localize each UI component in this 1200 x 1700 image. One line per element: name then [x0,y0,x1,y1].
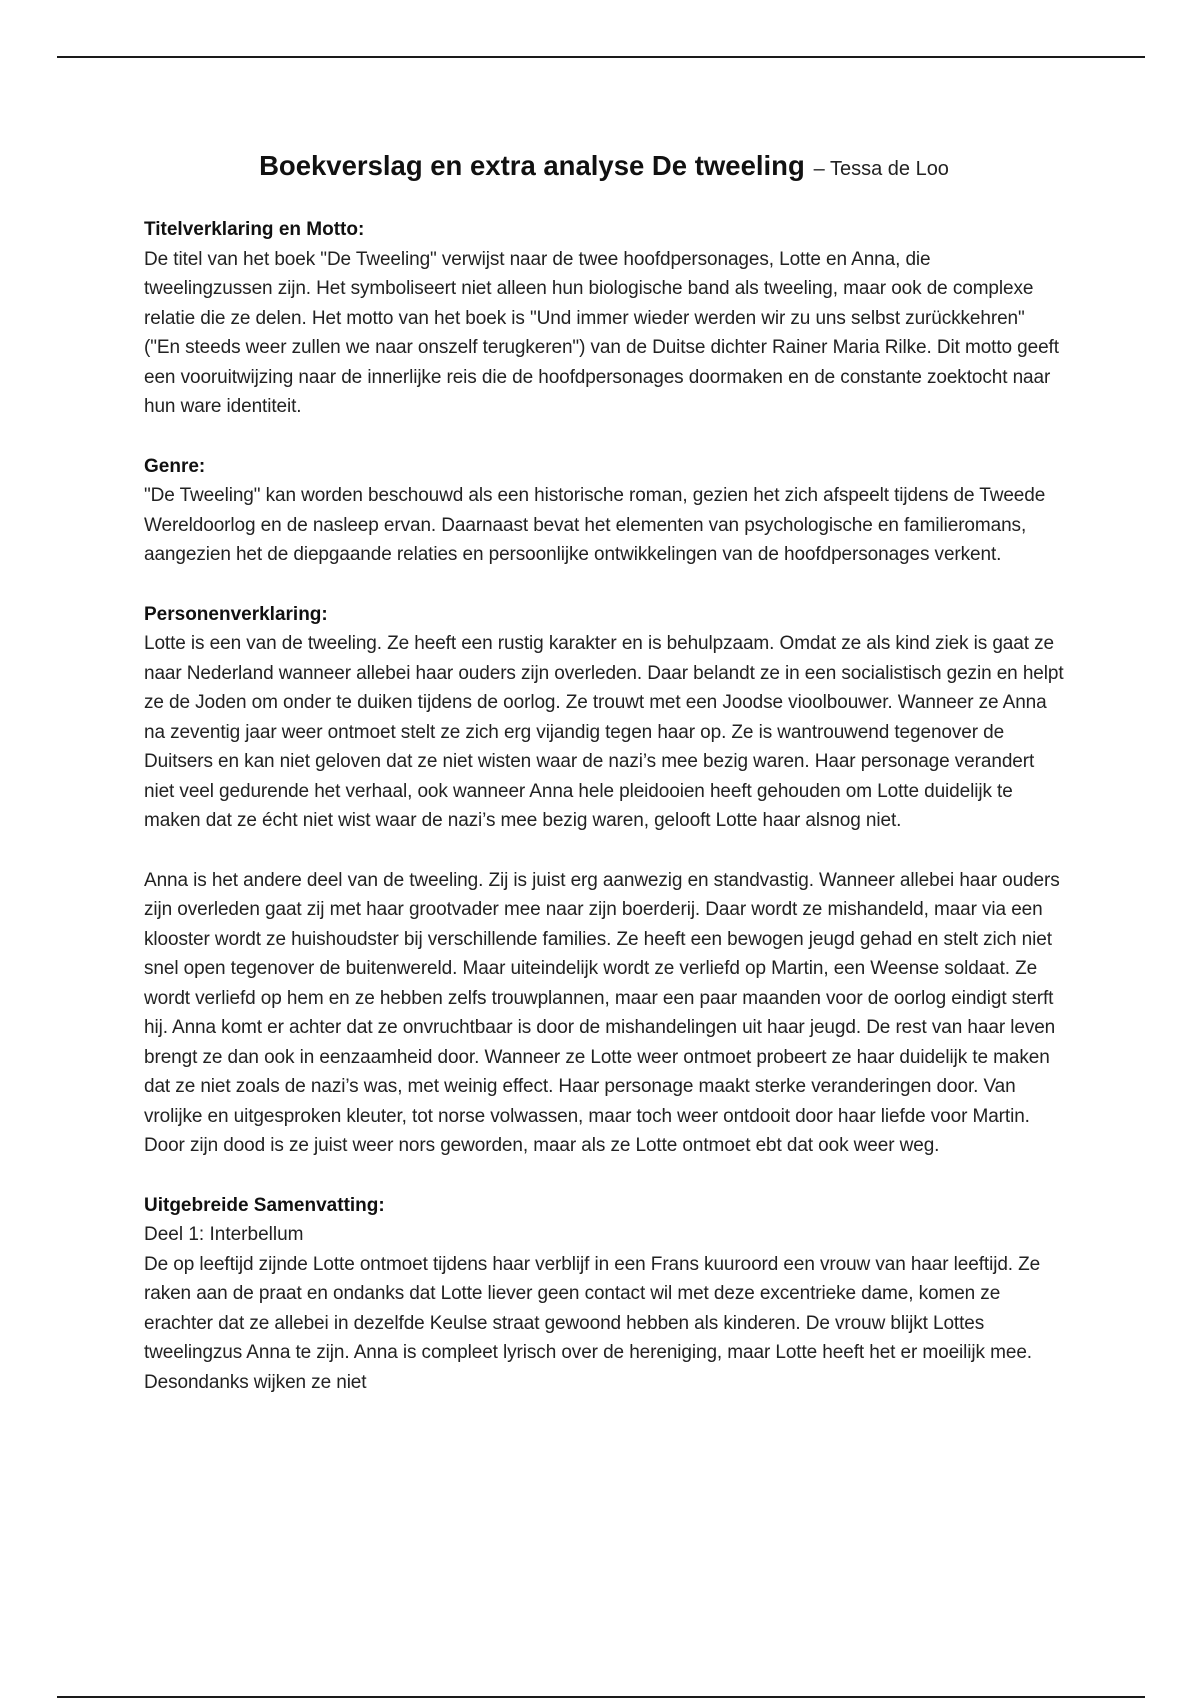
footer-rule [57,1696,1145,1698]
title-main: Boekverslag en extra analyse De tweeling [259,150,805,181]
header-rule [57,56,1145,58]
section-title-motto [144,215,1064,422]
section-paragraph: "De Tweeling" kan worden beschouwd als een historische roman, gezien het zich afspeelt tijdens de Tweede Wereldoorlog en de nasleep ervan. Daarnaast bevat het elementen van psychologische en familieromans, aangezien het de diepgaande relaties en persoonlijke ontwikkelingen van de hoofdpersonages verkent. [144,485,1046,565]
document-page [144,144,1064,1427]
section-paragraph: De titel van het boek "De Tweeling" verwijst naar de twee hoofdpersonages, Lotte en Anna, die tweelingzussen zijn. Het symboliseert niet alleen hun biologische band als tweeling, maar ook de complexe relatie die ze delen. Het motto van het boek is "Und immer wieder werden wir zu uns selbst zurückkehren" ("En steeds weer zullen we naar onszelf terugkeren") van de Duitse dichter Rainer Maria Rilke. Dit motto geeft een vooruitwijzing naar de innerlijke reis die de hoofdpersonages doormaken en de constante zoektocht naar hun ware identiteit. [144,248,1059,417]
document-title [144,144,1064,189]
character-paragraph-lotte: Lotte is een van de tweeling. Ze heeft een rustig karakter en is behulpzaam. Omdat ze als kind ziek is gaat ze naar Nederland wanneer allebei haar ouders zijn overleden. Daar belandt ze in een socialistisch gezin en helpt ze de Joden om onder te duiken tijdens de oorlog. Ze trouwt met een Joodse vioolbouwer. Wanneer ze Anna na zeventig jaar weer ontmoet stelt ze zich erg vijandig tegen haar op. Ze is wantrouwend tegenover de Duitsers en kan niet geloven dat ze niet wisten waar de nazi’s mee bezig waren. Haar personage verandert niet veel gedurende het verhaal, ook wanneer Anna hele pleidooien heeft gehouden om Lotte duidelijk te maken dat ze écht niet wist waar de nazi’s mee bezig waren, gelooft Lotte haar alsnog niet. [144,633,1064,831]
title-author: – Tessa de Loo [813,158,949,180]
section-characters [144,600,1064,1161]
character-paragraph-anna: Anna is het andere deel van de tweeling. Zij is juist erg aanwezig en standvastig. Wanneer allebei haar ouders zijn overleden gaat zij met haar grootvader mee naar zijn boerderij. Daar wordt ze mishandeld, maar via een klooster wordt ze huishoudster bij verschillende families. Ze heeft een bewogen jeugd gehad en stelt zich niet snel open tegenover de buitenwereld. Maar uiteindelijk wordt ze verliefd op Martin, een Weense soldaat. Ze wordt verliefd op hem en ze hebben zelfs trouwplannen, maar een paar maanden voor de oorlog eindigt sterft hij. Anna komt er achter dat ze onvruchtbaar is door de mishandelingen uit haar jeugd. De rest van haar leven brengt ze dan ook in eenzaamheid door. Wanneer ze Lotte weer ontmoet probeert ze haar duidelijk te maken dat ze niet zoals de nazi’s was, met weinig effect. Haar personage maakt sterke veranderingen door. Van vrolijke en uitgesproken kleuter, tot norse volwassen, maar toch weer ontdooit door haar liefde voor Martin. Door zijn dood is ze juist weer nors geworden, maar als ze Lotte ontmoet ebt dat ook weer weg. [144,869,1060,1156]
summary-part-title: Deel 1: Interbellum [144,1224,304,1245]
section-paragraph: De op leeftijd zijnde Lotte ontmoet tijdens haar verblijf in een Frans kuuroord een vrouw van haar leeftijd. Ze raken aan de praat en ondanks dat Lotte liever geen contact wil met deze excentrieke dame, komen ze erachter dat ze allebei in dezelfde Keulse straat gewoond hebben als kinderen. De vrouw blijkt Lottes tweelingzus Anna te zijn. Anna is compleet lyrisch over de hereniging, maar Lotte heeft het er moeilijk mee. Desondanks wijken ze niet [144,1253,1041,1393]
section-heading: Personenverklaring: [144,603,328,625]
section-heading: Genre: [144,455,206,477]
section-summary [144,1191,1064,1398]
section-genre [144,452,1064,570]
section-heading: Titelverklaring en Motto: [144,219,365,240]
section-heading: Uitgebreide Samenvatting: [144,1194,385,1216]
